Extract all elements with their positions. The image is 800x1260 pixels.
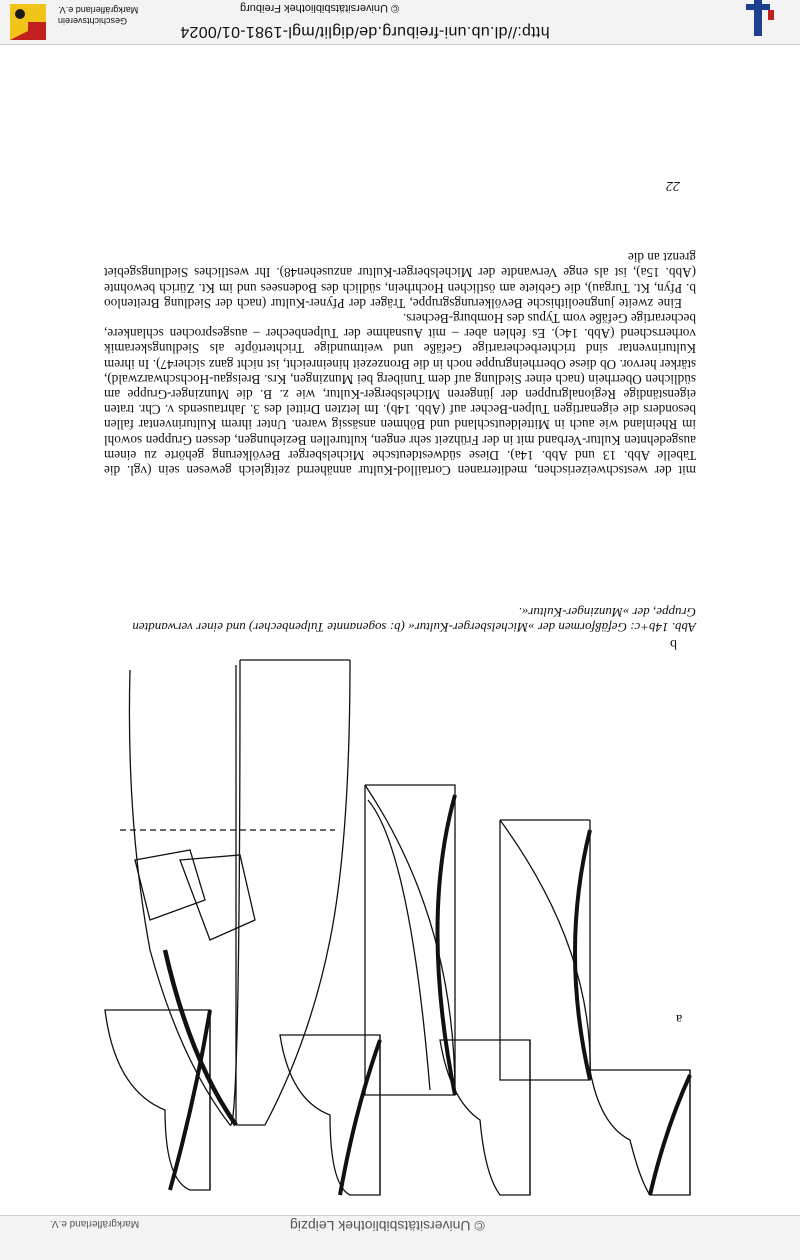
society-name (58, 4, 178, 26)
footer-society: Markgräflerland e.V. (50, 1218, 140, 1229)
figure-caption: Abb. 14b+c: Gefäßformen der »Michelsberger-Kultur« (b: sogenannte Tulpenbecher) und einer verwandten Gruppe, der »Munzinger-Kultur«. (132, 605, 696, 635)
figure-label-b: b (670, 636, 677, 651)
paragraph-1: mit der westschweizerischen, mediterranen Cortaillod-Kultur annähernd zeitgleich gewesen sein (vgl. die Tabelle Abb. 13 und Abb. 14a). Diese südwestdeutsche Michelsberger Bevölkerung gehörte zu einem ausgedehnten Kultur-Verband mit in der Frühzeit sehr engen, kulturellen Beziehungen, dessen Gruppen sowohl im Rheinland wie auch in Mitteldeutschland und Böhmen ansässig waren. Unter ihrem Kulturinventar fallen besonders die eigenartigen Tulpen-Becher auf (Abb. 14b). Im letzten Drittel des 3. Jahrtausends v. Chr. traten eigenständige Regionalgruppen der jüngeren Michelsberger-Kultur, wie z. B. die Munzinger-Gruppe am südlichen Oberrhein (nach einer Siedlung auf dem Tuniberg bei Munzingen, Krs. Breisgau-Hochschwarzwald), stärker hervor. Ob diese Oberrheingruppe noch in die Bronzezeit hineinreicht, ist nicht ganz sicher47). In ihrem Kulturinventar sind trichterbecherartige Gefäße und weitmundige Trichtertöpfe als Siedlungskeramik vorherrschend (Abb. 14c). Es fehlen aber – mit Ausnahme der Tulpenbecher – ausgesprochen schlankere, becherartige Gefäße vom Typus des Homburg-Bechers. (104, 311, 696, 479)
paragraph-2: Eine zweite jungneolithische Bevölkerungsgruppe, Träger der Pfyner-Kultur (nach der Siedlung Breitenloo b. Pfyn, Kt. Turgau), die Gebiete am östlichen Hochrhein, südlich des Bodensees und im Kt. Zürich bewohnte (Abb. 15a), ist als enge Verwandte der Michelsberger-Kultur anzusehen48). Ihr westliches Siedlungsgebiet grenzt an die (104, 250, 696, 311)
footer-library-credit: © Universitätsbibliothek Leipzig (290, 1218, 485, 1234)
crest-icon (8, 2, 48, 42)
vessel-drawings (90, 620, 710, 1210)
footer-bar (0, 1215, 800, 1260)
figure-label-a: a (676, 1011, 683, 1026)
page-scan (0, 45, 800, 1215)
society-line2: Markgräflerland e.V. (58, 5, 139, 15)
library-logo-icon (738, 0, 778, 40)
large-pot-drawing (120, 660, 350, 1125)
document-url[interactable]: http://dl.ub.uni-freiburg.de/diglit/mgl-1981-01/0024 (180, 23, 550, 40)
body-text (104, 250, 696, 478)
society-line1: Geschichtsverein (58, 16, 128, 26)
header-bar (0, 0, 800, 45)
page-number: 22 (666, 178, 680, 193)
university-credit: © Universitätsbibliothek Freiburg (240, 2, 400, 14)
right-beaker-drawing (500, 820, 590, 1080)
